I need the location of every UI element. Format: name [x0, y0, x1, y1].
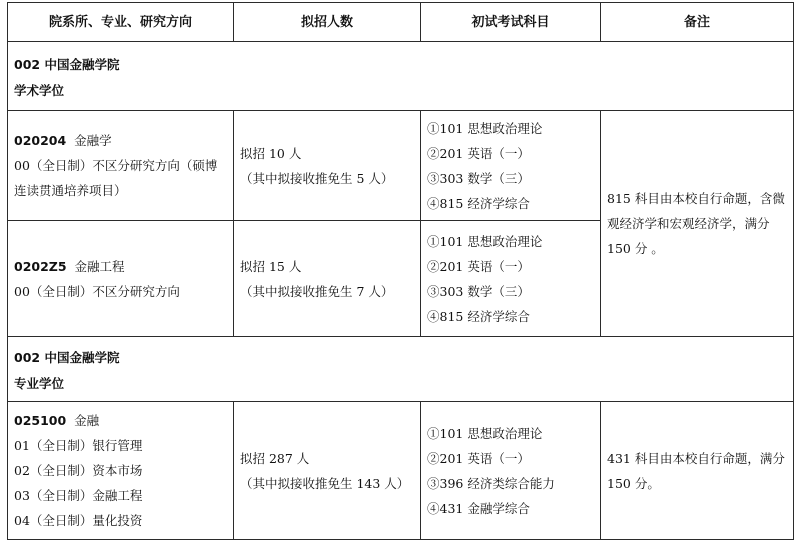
- subject-item: ②201 英语（一）: [427, 450, 530, 466]
- enrollment-cell: [234, 221, 421, 337]
- major-code: 025100: [14, 413, 67, 428]
- subject-item: ④815 经济学综合: [427, 195, 530, 211]
- research-direction: 04（全日制）量化投资: [14, 513, 143, 528]
- degree-type: 学术学位: [14, 83, 65, 98]
- header-enrollment: 拟招人数: [234, 3, 421, 42]
- major-cell: [8, 402, 234, 540]
- remark-cell: 815 科目由本校自行命题，含微观经济学和宏观经济学，满分 150 分 。: [601, 111, 794, 337]
- table-row: [8, 402, 794, 540]
- remark-cell: 431 科目由本校自行命题，满分 150 分。: [601, 402, 794, 540]
- header-remarks: 备注: [601, 3, 794, 42]
- major-code: 0202Z5: [14, 258, 67, 274]
- college-name: 002 中国金融学院: [14, 57, 120, 72]
- research-direction: 00（全日制）不区分研究方向（硕博连读贯通培养项目）: [14, 158, 218, 198]
- enrollment-note: （其中拟接收推免生 7 人）: [240, 283, 394, 299]
- major-cell: [8, 111, 234, 221]
- enrollment-cell: [234, 402, 421, 540]
- enrollment-note: （其中拟接收推免生 143 人）: [240, 475, 410, 491]
- major-name: 金融学: [74, 133, 112, 148]
- enrollment-count: 拟招 15 人: [240, 258, 302, 274]
- enrollment-note: （其中拟接收推免生 5 人）: [240, 170, 394, 186]
- table-header-row: [8, 3, 794, 42]
- header-department: 院系所、专业、研究方向: [8, 3, 234, 42]
- admissions-table: [7, 2, 794, 540]
- subject-item: ①101 思想政治理论: [427, 425, 543, 441]
- major-name: 金融: [74, 413, 100, 428]
- research-direction: 02（全日制）资本市场: [14, 463, 143, 478]
- subject-item: ③303 数学（三）: [427, 283, 530, 299]
- subjects-cell: [421, 221, 601, 337]
- degree-type: 专业学位: [14, 376, 65, 391]
- subject-item: ④815 经济学综合: [427, 308, 530, 324]
- section-header-professional: [8, 337, 794, 402]
- major-code: 020204: [14, 133, 67, 148]
- subject-item: ②201 英语（一）: [427, 258, 530, 274]
- major-name: 金融工程: [74, 258, 125, 274]
- enrollment-cell: [234, 111, 421, 221]
- research-direction: 01（全日制）银行管理: [14, 438, 143, 453]
- subjects-cell: [421, 402, 601, 540]
- table-row: [8, 111, 794, 221]
- college-name: 002 中国金融学院: [14, 350, 120, 365]
- subjects-cell: [421, 111, 601, 221]
- header-exam-subjects: 初试考试科目: [421, 3, 601, 42]
- enrollment-count: 拟招 287 人: [240, 450, 310, 466]
- subject-item: ①101 思想政治理论: [427, 233, 543, 249]
- subject-item: ③396 经济类综合能力: [427, 475, 555, 491]
- section-header-academic: [8, 42, 794, 111]
- subject-item: ①101 思想政治理论: [427, 120, 543, 136]
- research-direction: 00（全日制）不区分研究方向: [14, 283, 180, 299]
- major-cell: [8, 221, 234, 337]
- subject-item: ④431 金融学综合: [427, 500, 530, 516]
- subject-item: ②201 英语（一）: [427, 145, 530, 161]
- research-direction: 03（全日制）金融工程: [14, 488, 143, 503]
- enrollment-count: 拟招 10 人: [240, 145, 302, 161]
- subject-item: ③303 数学（三）: [427, 170, 530, 186]
